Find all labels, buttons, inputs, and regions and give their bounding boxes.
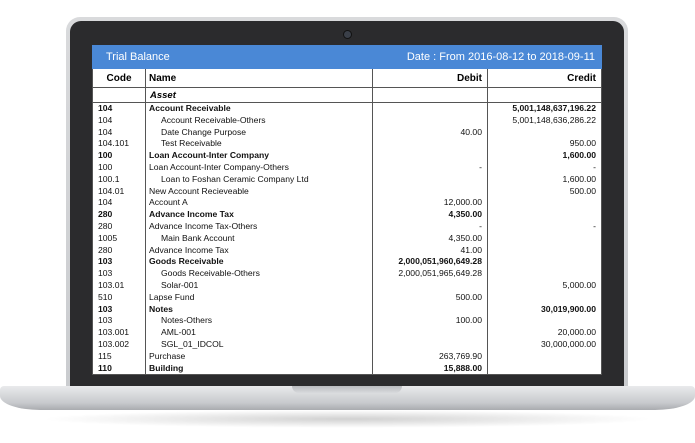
row-name: Purchase — [146, 351, 373, 363]
table-row — [93, 127, 601, 139]
row-name: SGL_01_IDCOL — [146, 339, 373, 351]
trial-balance-table — [92, 69, 602, 375]
table-row — [93, 280, 601, 292]
row-credit — [488, 363, 601, 375]
row-debit: 40.00 — [373, 127, 488, 139]
table-row — [93, 174, 601, 186]
row-name: Test Receivable — [146, 138, 373, 150]
row-name: Notes — [146, 304, 373, 316]
column-header-credit: Credit — [567, 72, 596, 84]
row-credit: 5,000.00 — [562, 279, 596, 290]
row-credit: 30,000,000.00 — [541, 338, 596, 349]
table-row — [93, 138, 601, 150]
row-debit: 4,350.00 — [373, 209, 488, 221]
laptop-notch — [292, 386, 402, 393]
row-credit: 1,600.00 — [562, 173, 596, 184]
row-code: 1005 — [93, 233, 146, 245]
table-row — [93, 233, 601, 245]
row-credit — [488, 351, 601, 363]
row-code: 280 — [93, 245, 146, 257]
row-debit: - — [373, 221, 488, 233]
row-name: Building — [146, 363, 373, 375]
row-debit — [373, 186, 488, 198]
row-code: 110 — [93, 363, 146, 375]
report-date-range: Date : From 2016-08-12 to 2018-09-11 — [406, 51, 595, 63]
row-credit: - — [593, 161, 596, 172]
column-header-debit: Debit — [373, 69, 488, 87]
report-header — [92, 45, 602, 69]
row-debit — [373, 339, 488, 351]
table-row — [93, 186, 601, 198]
row-credit: - — [593, 220, 596, 231]
table-row — [93, 221, 601, 233]
row-debit — [373, 327, 488, 339]
row-name: Solar-001 — [146, 280, 373, 292]
row-debit — [373, 115, 488, 127]
row-credit — [488, 197, 601, 209]
table-row — [93, 292, 601, 304]
row-name: Account Receivable-Others — [146, 115, 373, 127]
row-credit — [488, 256, 601, 268]
row-name: Lapse Fund — [146, 292, 373, 304]
row-code: 103.01 — [93, 280, 146, 292]
row-credit — [488, 233, 601, 245]
table-header-row — [93, 69, 601, 88]
row-credit — [488, 209, 601, 221]
row-credit — [488, 268, 601, 280]
table-row — [93, 115, 601, 127]
table-row — [93, 268, 601, 280]
row-debit — [373, 174, 488, 186]
row-credit: 20,000.00 — [557, 327, 596, 338]
laptop-shadow — [40, 410, 655, 428]
row-debit: 2,000,051,965,649.28 — [373, 268, 488, 280]
row-name: Account Receivable — [146, 103, 373, 115]
row-code: 103 — [93, 268, 146, 280]
row-credit — [488, 245, 601, 257]
row-debit: 15,888.00 — [373, 363, 488, 375]
camera-icon — [343, 30, 352, 39]
laptop-screen — [92, 45, 602, 375]
row-code: 103.002 — [93, 339, 146, 351]
row-name: Notes-Others — [146, 315, 373, 327]
table-row — [93, 162, 601, 174]
row-code: 104 — [93, 103, 146, 115]
table-row — [93, 315, 601, 327]
table-row — [93, 304, 601, 316]
row-code: 100 — [93, 150, 146, 162]
row-name: New Account Recieveable — [146, 186, 373, 198]
row-debit: - — [373, 162, 488, 174]
table-row — [93, 209, 601, 221]
report-title: Trial Balance — [106, 51, 170, 63]
row-code: 280 — [93, 209, 146, 221]
section-label: Asset — [146, 88, 373, 102]
table-row — [93, 363, 601, 375]
row-code: 103 — [93, 256, 146, 268]
row-debit — [373, 103, 488, 115]
row-debit: 4,350.00 — [373, 233, 488, 245]
row-code: 100 — [93, 162, 146, 174]
row-name: Goods Receivable-Others — [146, 268, 373, 280]
row-debit: 500.00 — [373, 292, 488, 304]
row-code: 103 — [93, 315, 146, 327]
table-row — [93, 351, 601, 363]
column-header-name: Name — [146, 69, 373, 87]
table-row — [93, 245, 601, 257]
row-code: 104.101 — [93, 138, 146, 150]
table-row — [93, 256, 601, 268]
section-row — [93, 88, 601, 103]
row-name: Date Change Purpose — [146, 127, 373, 139]
row-code: 100.1 — [93, 174, 146, 186]
row-name: Advance Income Tax-Others — [146, 221, 373, 233]
row-code: 104 — [93, 115, 146, 127]
row-name: Account A — [146, 197, 373, 209]
row-code: 103 — [93, 304, 146, 316]
row-credit: 5,001,148,637,196.22 — [512, 103, 596, 113]
row-code: 104.01 — [93, 186, 146, 198]
table-row — [93, 150, 601, 162]
row-credit — [488, 292, 601, 304]
row-code: 115 — [93, 351, 146, 363]
row-credit: 950.00 — [569, 138, 596, 149]
row-credit: 500.00 — [569, 185, 596, 196]
table-row — [93, 339, 601, 351]
row-debit: 100.00 — [373, 315, 488, 327]
row-debit: 2,000,051,960,649.28 — [373, 256, 488, 268]
row-debit: 263,769.90 — [373, 351, 488, 363]
row-name: Loan to Foshan Ceramic Company Ltd — [146, 174, 373, 186]
row-credit — [488, 127, 601, 139]
row-code: 104 — [93, 127, 146, 139]
row-debit: 12,000.00 — [373, 197, 488, 209]
row-name: Advance Income Tax — [146, 209, 373, 221]
row-code: 104 — [93, 197, 146, 209]
row-credit: 1,600.00 — [562, 150, 596, 161]
row-debit — [373, 150, 488, 162]
row-name: AML-001 — [146, 327, 373, 339]
row-code: 510 — [93, 292, 146, 304]
row-credit: 30,019,900.00 — [541, 303, 596, 314]
row-code: 280 — [93, 221, 146, 233]
row-debit — [373, 304, 488, 316]
row-credit — [488, 315, 601, 327]
column-header-code: Code — [93, 69, 146, 87]
table-row — [93, 197, 601, 209]
row-debit — [373, 280, 488, 292]
row-credit: 5,001,148,636,286.22 — [512, 114, 596, 125]
row-name: Loan Account-Inter Company — [146, 150, 373, 162]
table-row — [93, 103, 601, 115]
table-body — [93, 103, 601, 374]
row-debit — [373, 138, 488, 150]
row-name: Advance Income Tax — [146, 245, 373, 257]
row-code: 103.001 — [93, 327, 146, 339]
row-debit: 41.00 — [373, 245, 488, 257]
table-row — [93, 327, 601, 339]
row-name: Loan Account-Inter Company-Others — [146, 162, 373, 174]
row-name: Goods Receivable — [146, 256, 373, 268]
row-name: Main Bank Account — [146, 233, 373, 245]
